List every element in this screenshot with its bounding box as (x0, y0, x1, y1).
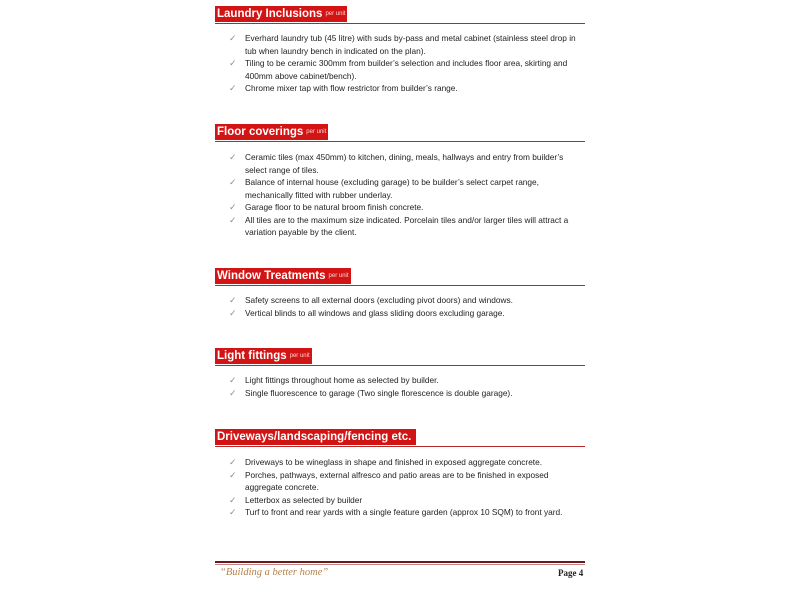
item-text: Everhard laundry tub (45 litre) with suds by-pass and metal cabinet (stainless steel drop in tub when laundry bench in indicated on the plan). (245, 33, 576, 56)
item-text: Tiling to be ceramic 300mm from builder’s selection and includes floor area, skirting and 400mm above cabinet/bench). (245, 58, 568, 81)
section-title: Laundry Inclusions (217, 8, 323, 20)
section-laundry-inclusions (215, 6, 585, 95)
check-mark-icon: ✓ (229, 507, 237, 517)
check-mark-icon: ✓ (229, 469, 237, 480)
item-text: Porches, pathways, external alfresco and patio areas are to be finished in exposed aggregate concrete. (245, 469, 549, 492)
item-list (215, 151, 585, 239)
item-text: Single fluorescence to garage (Two single florescence is double garage). (245, 387, 513, 398)
check-mark-icon: ✓ (229, 83, 237, 93)
item-text: Garage floor to be natural broom finish concrete. (245, 202, 424, 212)
section-heading-row (215, 348, 585, 366)
item-text: Balance of internal house (excluding garage) to be builder’s select carpet range, mechanically fitted with rubber underlay. (245, 177, 539, 200)
item-list (215, 294, 585, 319)
section-heading-row (215, 429, 585, 447)
section-heading-row (215, 6, 585, 24)
check-mark-icon: ✓ (229, 295, 237, 305)
section-heading (215, 348, 312, 364)
section-heading-row (215, 268, 585, 286)
check-mark-icon: ✓ (229, 152, 237, 162)
list-item (215, 374, 585, 387)
item-text: Safety screens to all external doors (excluding pivot doors) and windows. (245, 295, 513, 305)
item-text: Driveways to be wineglass in shape and finished in exposed aggregate concrete. (245, 457, 543, 467)
item-text: All tiles are to the maximum size indicated. Porcelain tiles and/or larger tiles will attract a variation payable by the client. (245, 214, 569, 237)
item-list (215, 456, 585, 519)
check-mark-icon: ✓ (229, 375, 237, 385)
check-mark-icon: ✓ (229, 387, 237, 398)
check-mark-icon: ✓ (229, 214, 237, 225)
section-title: Window Treatments (217, 270, 326, 282)
item-text: Chrome mixer tap with flow restrictor from builder’s range. (245, 83, 458, 93)
list-item (215, 32, 585, 57)
section-title: Light fittings (217, 350, 287, 362)
list-item (215, 387, 585, 400)
section-floor-coverings (215, 124, 585, 239)
item-text: Letterbox as selected by builder (245, 494, 363, 505)
section-heading (215, 6, 347, 22)
footer-rule-thin (215, 564, 585, 565)
list-item (215, 307, 585, 320)
list-item (215, 151, 585, 176)
list-item (215, 82, 585, 95)
list-item (215, 469, 585, 494)
item-list (215, 374, 585, 399)
section-window-treatments (215, 268, 585, 319)
list-item (215, 201, 585, 214)
section-light-fittings (215, 348, 585, 399)
section-tag: per unit (306, 129, 327, 135)
check-mark-icon: ✓ (229, 307, 237, 318)
check-mark-icon: ✓ (229, 177, 237, 187)
section-title: Driveways/landscaping/fencing etc. (217, 431, 412, 443)
page-number: Page 4 (558, 568, 584, 578)
item-text: Light fittings throughout home as selected by builder. (245, 375, 439, 385)
section-heading (215, 268, 351, 284)
check-mark-icon: ✓ (229, 202, 237, 212)
footer-rule (215, 561, 585, 563)
list-item (215, 494, 585, 507)
check-mark-icon: ✓ (229, 58, 237, 68)
footer-slogan: “Building a better home” (220, 567, 329, 578)
list-item (215, 456, 585, 469)
item-text: Ceramic tiles (max 450mm) to kitchen, dining, meals, hallways and entry from builder’s select range of tiles. (245, 152, 564, 175)
list-item (215, 506, 585, 519)
section-heading-row (215, 124, 585, 142)
section-tag: per unit (289, 353, 310, 359)
section-tag: per unit (325, 11, 346, 17)
list-item (215, 294, 585, 307)
check-mark-icon: ✓ (229, 457, 237, 467)
item-text: Turf to front and rear yards with a single feature garden (approx 10 SQM) to front yard. (245, 507, 563, 517)
item-text: Vertical blinds to all windows and glass sliding doors excluding garage. (245, 307, 505, 318)
list-item (215, 57, 585, 82)
check-mark-icon: ✓ (229, 33, 237, 43)
list-item (215, 176, 585, 201)
section-title: Floor coverings (217, 126, 304, 138)
section-driveways-landscaping-fencing (215, 429, 585, 519)
list-item (215, 214, 585, 239)
section-heading (215, 429, 416, 445)
section-tag: per unit (328, 273, 349, 279)
section-heading (215, 124, 328, 140)
item-list (215, 32, 585, 95)
check-mark-icon: ✓ (229, 494, 237, 505)
